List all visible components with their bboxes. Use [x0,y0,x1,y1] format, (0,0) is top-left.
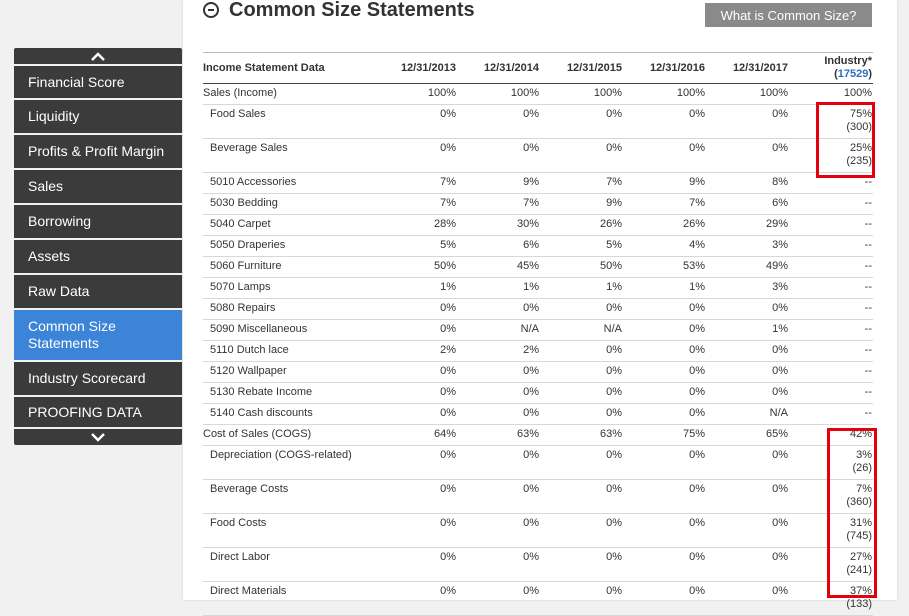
row-label: 5030 Bedding [203,194,390,215]
row-value: 0% [457,582,540,616]
sidebar-item[interactable] [14,100,182,133]
row-value: 0% [540,341,623,362]
industry-percent: 100% [843,87,872,99]
table-row [203,173,873,194]
row-value: 0% [623,299,706,320]
table-row [203,278,873,299]
row-value: 6% [706,194,789,215]
row-value: 0% [540,582,623,616]
sidebar-item-label: Liquidity [28,108,80,124]
industry-percent: -- [864,239,872,251]
row-value: 0% [623,320,706,341]
row-value: 7% [623,194,706,215]
industry-sample-count: (300) [846,121,872,133]
row-value: 0% [390,362,457,383]
row-value: 0% [390,320,457,341]
industry-value [789,341,873,362]
row-label: Sales (Income) [203,84,390,105]
row-label: Food Sales [203,105,390,139]
row-value: 0% [540,383,623,404]
sidebar-item-label: Common Size Statements [28,318,116,351]
row-value: 6% [457,236,540,257]
row-label: Depreciation (COGS-related) [203,446,390,480]
row-value: 0% [457,299,540,320]
industry-percent: -- [864,407,872,419]
row-value: 0% [623,480,706,514]
row-value: 0% [457,514,540,548]
row-value: 0% [390,139,457,173]
industry-percent: -- [864,302,872,314]
row-value: 63% [540,425,623,446]
industry-sample-count: (133) [846,598,872,610]
industry-value [789,446,873,480]
row-value: 0% [390,582,457,616]
row-value: 0% [623,139,706,173]
industry-value [789,257,873,278]
sidebar-item[interactable] [14,397,182,427]
row-value: 5% [540,236,623,257]
row-value: 0% [706,548,789,582]
industry-percent: -- [864,176,872,188]
industry-sample-count: (745) [846,530,872,542]
table-row [203,194,873,215]
table-row [203,425,873,446]
row-value: 0% [390,404,457,425]
row-value: 26% [623,215,706,236]
sidebar-item[interactable] [14,240,182,273]
row-value: 45% [457,257,540,278]
row-value: 49% [706,257,789,278]
table-row [203,236,873,257]
industry-value [789,215,873,236]
row-label: Beverage Costs [203,480,390,514]
column-header-year[interactable]: 12/31/2014 [457,53,540,84]
row-value: 0% [706,514,789,548]
industry-value [789,320,873,341]
row-value: N/A [540,320,623,341]
industry-sample-count: (241) [846,564,872,576]
row-value: 1% [540,278,623,299]
row-value: 0% [706,362,789,383]
table-row [203,383,873,404]
industry-value [789,582,873,616]
row-value: 0% [706,383,789,404]
industry-percent: -- [864,386,872,398]
industry-value [789,480,873,514]
row-value: 3% [706,278,789,299]
section-header[interactable] [203,0,475,24]
page-title: Common Size Statements [229,0,475,21]
sidebar-item-label: Borrowing [28,213,92,229]
industry-value [789,194,873,215]
row-value: 0% [706,341,789,362]
industry-value [789,404,873,425]
row-value: 65% [706,425,789,446]
row-label: 5080 Repairs [203,299,390,320]
row-value: 0% [540,548,623,582]
column-header-year[interactable]: 12/31/2016 [623,53,706,84]
row-value: 0% [623,548,706,582]
row-value: 0% [706,582,789,616]
row-value: 0% [623,446,706,480]
sidebar-item[interactable] [14,135,182,168]
industry-value [789,362,873,383]
table-row [203,257,873,278]
row-value: 5% [390,236,457,257]
row-label: 5130 Rebate Income [203,383,390,404]
row-value: 29% [706,215,789,236]
row-value: 8% [706,173,789,194]
row-value: 0% [390,383,457,404]
row-value: 0% [623,383,706,404]
row-label: 5040 Carpet [203,215,390,236]
industry-percent: 75% [849,108,872,120]
row-value: 9% [457,173,540,194]
row-label: Cost of Sales (COGS) [203,425,390,446]
row-label: Direct Materials [203,582,390,616]
column-header-year[interactable]: 12/31/2015 [540,53,623,84]
sidebar-item[interactable] [14,362,182,395]
row-label: 5070 Lamps [203,278,390,299]
industry-percent: 7% [856,483,872,495]
table-row [203,105,873,139]
row-value: 9% [540,194,623,215]
row-value: 1% [390,278,457,299]
industry-percent: 25% [849,142,872,154]
row-value: 0% [390,514,457,548]
row-value: 1% [457,278,540,299]
row-value: 0% [540,480,623,514]
industry-value [789,425,873,446]
row-value: 0% [706,105,789,139]
row-value: 0% [706,480,789,514]
table-row [203,582,873,616]
chevron-up-icon [91,52,105,61]
industry-count-link[interactable]: 17529 [837,68,869,80]
row-value: 0% [540,362,623,383]
table-row [203,404,873,425]
row-value: 0% [457,480,540,514]
row-value: 0% [623,404,706,425]
row-value: 30% [457,215,540,236]
row-value: 63% [457,425,540,446]
row-label: 5140 Cash discounts [203,404,390,425]
row-value: 0% [706,139,789,173]
row-value: 0% [540,105,623,139]
row-value: 100% [540,84,623,105]
row-value: 0% [540,514,623,548]
row-value: 2% [457,341,540,362]
table-row [203,446,873,480]
row-value: 1% [623,278,706,299]
row-value: 0% [390,299,457,320]
industry-sample-count: (26) [852,462,872,474]
row-value: 1% [706,320,789,341]
industry-value [789,105,873,139]
industry-value [789,514,873,548]
row-value: 3% [706,236,789,257]
column-header-label: Income Statement Data [203,53,390,84]
row-value: 64% [390,425,457,446]
row-value: 100% [623,84,706,105]
row-value: 0% [457,383,540,404]
row-label: 5050 Draperies [203,236,390,257]
collapse-icon[interactable] [203,2,219,18]
row-value: 75% [623,425,706,446]
column-header-industry: Industry* (17529) [789,53,873,84]
row-value: 0% [540,404,623,425]
row-value: 0% [457,548,540,582]
row-value: 26% [540,215,623,236]
industry-value [789,278,873,299]
row-label: Direct Labor [203,548,390,582]
row-value: 4% [623,236,706,257]
row-value: N/A [457,320,540,341]
sidebar-item-label: Industry Scorecard [28,370,146,386]
row-value: 0% [540,446,623,480]
chevron-down-icon [91,433,105,442]
table-row [203,215,873,236]
industry-percent: -- [864,197,872,209]
row-label: 5010 Accessories [203,173,390,194]
industry-value [789,84,873,105]
table-row [203,480,873,514]
scroll-down-button[interactable] [14,429,182,445]
row-label: 5110 Dutch lace [203,341,390,362]
row-label: Beverage Sales [203,139,390,173]
row-label: Food Costs [203,514,390,548]
industry-percent: -- [864,281,872,293]
sidebar-item[interactable] [14,66,182,98]
row-value: 0% [623,362,706,383]
row-value: 0% [540,139,623,173]
row-value: 100% [706,84,789,105]
row-value: 28% [390,215,457,236]
sidebar-item-label: Raw Data [28,283,90,299]
row-value: 7% [540,173,623,194]
industry-percent: -- [864,218,872,230]
sidebar-item[interactable] [14,275,182,308]
row-value: 0% [390,446,457,480]
industry-value [789,173,873,194]
row-value: 0% [457,139,540,173]
sidebar-item-label: Financial Score [28,73,125,90]
industry-sample-count: (235) [846,155,872,167]
industry-percent: 31% [849,517,872,529]
industry-value [789,236,873,257]
row-value: 0% [390,105,457,139]
row-value: 0% [706,299,789,320]
row-value: 7% [390,173,457,194]
industry-label: Industry* [824,55,872,67]
industry-sample-count: (360) [846,496,872,508]
row-value: 7% [457,194,540,215]
row-value: 50% [540,257,623,278]
industry-value [789,548,873,582]
scroll-up-button[interactable] [14,48,182,64]
row-value: 0% [623,582,706,616]
industry-value [789,139,873,173]
sidebar-item-label: PROOFING DATA [28,403,142,420]
table-row [203,514,873,548]
row-value: 9% [623,173,706,194]
table-row [203,362,873,383]
row-value: 100% [390,84,457,105]
common-size-table [203,52,873,616]
column-header-year[interactable]: 12/31/2013 [390,53,457,84]
table-row [203,84,873,105]
row-value: 0% [390,548,457,582]
industry-percent: 27% [849,551,872,563]
row-label: 5120 Wallpaper [203,362,390,383]
industry-percent: 42% [849,428,872,440]
row-value: 0% [623,514,706,548]
sidebar-item-label: Sales [28,178,64,194]
table-header-row [203,53,873,84]
industry-percent: 3% [856,449,872,461]
sidebar-item[interactable] [14,170,182,203]
row-value: 0% [623,341,706,362]
row-value: 0% [623,105,706,139]
row-label: 5090 Miscellaneous [203,320,390,341]
sidebar-item-label: Profits & Profit Margin [28,143,165,159]
table-row [203,139,873,173]
table-row [203,341,873,362]
sidebar-item[interactable] [14,310,182,360]
row-value: 0% [457,404,540,425]
sidebar-nav [14,48,182,445]
industry-percent: -- [864,323,872,335]
row-value: 0% [540,299,623,320]
sidebar-item-label: Assets [28,248,71,264]
row-label: 5060 Furniture [203,257,390,278]
row-value: 0% [457,362,540,383]
row-value: 50% [390,257,457,278]
row-value: 53% [623,257,706,278]
industry-percent: -- [864,260,872,272]
row-value: 0% [390,480,457,514]
table-row [203,299,873,320]
row-value: N/A [706,404,789,425]
industry-percent: -- [864,365,872,377]
row-value: 7% [390,194,457,215]
row-value: 100% [457,84,540,105]
row-value: 0% [706,446,789,480]
what-is-common-size-button[interactable]: What is Common Size? [705,3,872,27]
column-header-year[interactable]: 12/31/2017 [706,53,789,84]
sidebar-item[interactable] [14,205,182,238]
table-row [203,320,873,341]
row-value: 2% [390,341,457,362]
row-value: 0% [457,446,540,480]
industry-percent: 37% [849,585,872,597]
table-row [203,548,873,582]
industry-value [789,383,873,404]
row-value: 0% [457,105,540,139]
industry-percent: -- [864,344,872,356]
industry-value [789,299,873,320]
